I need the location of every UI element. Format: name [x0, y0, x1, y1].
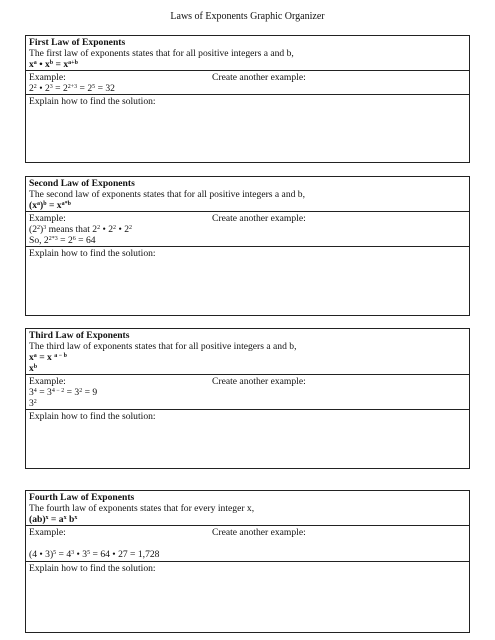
explain-label: Explain how to find the solution: [29, 411, 156, 423]
example-label: Example: [29, 527, 66, 539]
third-law-example-line1: $3^4 = 3^{4 - 2} = 3^2 = 9$ [29, 387, 98, 399]
second-law-box [25, 176, 470, 316]
explain-label: Explain how to find the solution: [29, 96, 156, 108]
fourth-law-example: (4 • $3)^5 = 4^3$ • $3^5 = 64$ • 27 = 1,728 [29, 549, 160, 561]
first-law-header [26, 36, 469, 71]
third-law-explain-field[interactable] [26, 410, 469, 422]
create-example-label: Create another example: [212, 527, 306, 539]
third-law-example-row [26, 375, 469, 410]
fourth-law-example-row [26, 526, 469, 562]
explain-label: Explain how to find the solution: [29, 563, 156, 575]
page-title: Laws of Exponents Graphic Organizer [170, 11, 325, 22]
fourth-law-header [26, 491, 469, 526]
third-law-header [26, 329, 469, 375]
create-example-label: Create another example: [212, 376, 306, 388]
fourth-law-formula: $(ab)^x = a^x$ $b^x$ [29, 514, 78, 526]
create-example-label: Create another example: [212, 213, 306, 225]
third-law-title: Third Law of Exponents [29, 330, 130, 341]
example-label: Example: [29, 72, 66, 84]
first-law-formula: $x^a$ • $x^b = x^{a+b}$ [29, 59, 78, 71]
explain-label: Explain how to find the solution: [29, 248, 156, 260]
fourth-law-box [25, 490, 470, 633]
first-law-explain-field[interactable] [26, 95, 469, 107]
third-law-formula-numerator: $x^a = x$ $^{a - b}$ [29, 352, 68, 364]
first-law-example: $2^2$ • $2^3 = 2^{2+3} = 2^5 = 32$ [29, 83, 115, 95]
example-label: Example: [29, 376, 66, 388]
second-law-title: Second Law of Exponents [29, 178, 135, 189]
fourth-law-description: The fourth law of exponents states that for every integer x, [29, 503, 255, 515]
first-law-box [25, 35, 470, 163]
second-law-example-line1: $(2^2)^3$ means that $2^2$ • $2^2$ • $2^2$ [29, 224, 132, 236]
fourth-law-explain-field[interactable] [26, 562, 469, 574]
example-label: Example: [29, 213, 66, 225]
second-law-explain-field[interactable] [26, 247, 469, 259]
first-law-example-row [26, 71, 469, 95]
third-law-example-line2: $3^2$ [29, 398, 37, 410]
second-law-example-row [26, 212, 469, 247]
first-law-title: First Law of Exponents [29, 37, 126, 48]
third-law-box [25, 328, 470, 469]
third-law-formula-denominator: $x^b$ [29, 363, 38, 375]
fourth-law-title: Fourth Law of Exponents [29, 492, 135, 503]
second-law-example-line2: So, $2^{2*3} = 2^6 = 64$ [29, 235, 96, 247]
first-law-description: The first law of exponents states that for all positive integers a and b, [29, 48, 294, 60]
second-law-formula: $(x^a)^b = x^{a*b}$ [29, 200, 71, 212]
second-law-header [26, 177, 469, 212]
create-example-label: Create another example: [212, 72, 306, 84]
third-law-description: The third law of exponents states that for all positive integers a and b, [29, 341, 297, 353]
second-law-description: The second law of exponents states that for all positive integers a and b, [29, 189, 306, 201]
